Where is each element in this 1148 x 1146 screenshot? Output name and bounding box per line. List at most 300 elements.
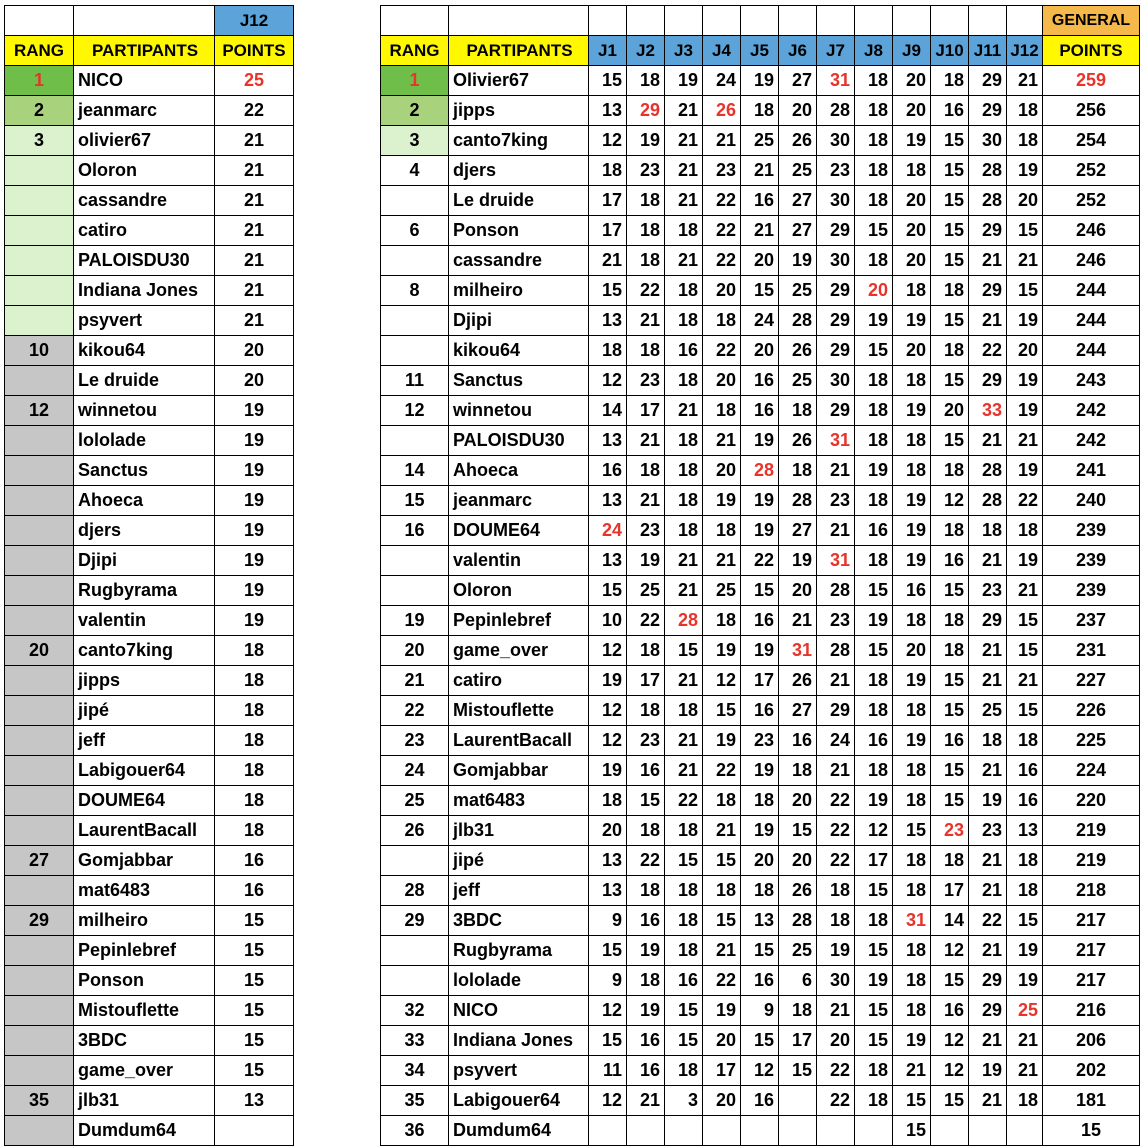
day-score-cell: 22 [703,966,741,996]
participant-name: Labigouer64 [449,1086,589,1116]
table-row [381,786,1140,816]
blank-cell [931,6,969,36]
day-score-cell: 15 [1007,696,1043,726]
points-cell: 19 [215,456,294,486]
day-score-cell: 19 [627,546,665,576]
points-header: POINTS [215,36,294,66]
table-row [5,396,294,426]
day-score-cell: 23 [627,516,665,546]
day-score-cell: 21 [969,666,1007,696]
day-score-cell: 18 [855,666,893,696]
table-row [5,846,294,876]
rank-cell [5,1056,74,1086]
day-score-cell: 18 [627,636,665,666]
day-score-cell: 22 [969,906,1007,936]
participant-name: Ahoeca [74,486,215,516]
rank-cell [5,486,74,516]
day-score-cell: 18 [1007,876,1043,906]
day-score-cell: 24 [589,516,627,546]
day-score-cell: 30 [817,966,855,996]
day-score-cell: 15 [893,816,931,846]
points-cell: 18 [215,726,294,756]
day-score-cell: 20 [741,846,779,876]
day-score-cell: 19 [741,756,779,786]
points-cell: 21 [215,306,294,336]
day-score-cell: 21 [817,996,855,1026]
rang-header: RANG [381,36,449,66]
total-points-cell: 231 [1043,636,1140,666]
table-row [5,666,294,696]
table-row [5,1086,294,1116]
day-score-cell: 18 [665,486,703,516]
day-score-cell: 20 [779,576,817,606]
participant-name: lololade [449,966,589,996]
day-score-cell: 16 [741,966,779,996]
table-row [5,876,294,906]
day-score-cell: 19 [817,936,855,966]
day-score-cell: 18 [855,246,893,276]
rank-cell [5,276,74,306]
day-score-cell: 15 [931,786,969,816]
participant-name: Pepinlebref [449,606,589,636]
day-score-cell: 18 [665,906,703,936]
day-score-cell: 20 [1007,336,1043,366]
day-score-cell: 12 [931,1056,969,1086]
day-score-cell: 18 [665,936,703,966]
day-score-cell: 21 [1007,576,1043,606]
points-cell: 18 [215,636,294,666]
day-score-cell: 27 [779,186,817,216]
day-score-cell: 18 [893,966,931,996]
day-score-cell: 21 [665,546,703,576]
day-score-cell: 28 [817,96,855,126]
day-score-cell: 19 [589,666,627,696]
day-score-cell: 12 [589,996,627,1026]
rank-cell [381,246,449,276]
points-cell: 15 [215,996,294,1026]
total-points-cell: 217 [1043,966,1140,996]
points-cell: 19 [215,576,294,606]
blank-cell [589,6,627,36]
rank-cell: 6 [381,216,449,246]
day-score-cell: 31 [817,546,855,576]
day-score-cell: 18 [931,456,969,486]
day-score-cell: 14 [931,906,969,936]
table-row [381,486,1140,516]
day-score-cell: 29 [969,366,1007,396]
table-row [381,696,1140,726]
day-header: J10 [931,36,969,66]
day-score-cell: 19 [893,486,931,516]
day-score-cell: 21 [703,816,741,846]
participant-name: cassandre [74,186,215,216]
total-points-cell: 219 [1043,816,1140,846]
day-score-cell: 15 [855,996,893,1026]
day-score-cell: 21 [969,936,1007,966]
day-score-cell: 16 [855,516,893,546]
day-score-cell: 17 [627,666,665,696]
day-score-cell: 18 [589,156,627,186]
day-score-cell: 19 [1007,966,1043,996]
day-score-cell: 9 [589,966,627,996]
points-cell: 18 [215,786,294,816]
points-cell: 25 [215,66,294,96]
day-score-cell: 18 [589,786,627,816]
table-row [381,396,1140,426]
rank-cell: 21 [381,666,449,696]
rank-cell [381,936,449,966]
rank-cell [5,876,74,906]
table-row [381,726,1140,756]
day-header: J4 [703,36,741,66]
day-score-cell: 31 [817,66,855,96]
day-score-cell: 9 [589,906,627,936]
day-score-cell: 21 [969,1086,1007,1116]
day-score-cell: 21 [1007,246,1043,276]
day-score-cell: 18 [931,516,969,546]
day-score-cell: 15 [589,576,627,606]
table-row [381,456,1140,486]
day-score-cell: 21 [627,426,665,456]
table-row [5,336,294,366]
blank-cell [741,6,779,36]
day-score-cell: 15 [1007,906,1043,936]
day-score-cell: 21 [1007,1056,1043,1086]
participant-name: Indiana Jones [449,1026,589,1056]
day-score-cell: 31 [893,906,931,936]
day-score-cell: 21 [703,546,741,576]
day-score-cell: 21 [665,96,703,126]
total-points-cell: 243 [1043,366,1140,396]
day-score-cell: 20 [893,186,931,216]
rank-cell: 12 [381,396,449,426]
rank-cell: 27 [5,846,74,876]
total-points-cell: 246 [1043,216,1140,246]
day-score-cell: 20 [741,336,779,366]
table-row [5,816,294,846]
day-score-cell: 14 [589,396,627,426]
day-score-cell: 19 [893,726,931,756]
table-row [5,156,294,186]
day-score-cell: 29 [969,996,1007,1026]
day-score-cell: 12 [589,126,627,156]
day-score-cell: 18 [931,66,969,96]
day-score-cell [741,1116,779,1146]
day-score-cell: 29 [969,966,1007,996]
total-points-cell: 216 [1043,996,1140,1026]
participant-name: psyvert [74,306,215,336]
day-score-cell: 19 [741,486,779,516]
table-row [381,186,1140,216]
day-score-cell: 26 [779,126,817,156]
day-score-cell: 21 [703,936,741,966]
total-points-cell: 240 [1043,486,1140,516]
day-score-cell: 18 [855,1056,893,1086]
day-header: J8 [855,36,893,66]
participant-name: kikou64 [449,336,589,366]
rank-cell [5,726,74,756]
day-score-cell: 15 [665,1026,703,1056]
day-score-cell: 18 [589,336,627,366]
rank-cell [5,666,74,696]
blank-cell [665,6,703,36]
day-score-cell: 16 [589,456,627,486]
day-score-cell: 18 [1007,96,1043,126]
points-cell: 21 [215,246,294,276]
participant-name: DOUME64 [74,786,215,816]
day-score-cell: 18 [931,336,969,366]
day-score-cell: 17 [627,396,665,426]
day-score-cell: 21 [817,516,855,546]
table-row [381,126,1140,156]
day-score-cell: 15 [855,216,893,246]
points-header: POINTS [1043,36,1140,66]
participant-name: djers [74,516,215,546]
total-points-cell: 254 [1043,126,1140,156]
day-score-cell: 3 [665,1086,703,1116]
day-score-cell: 21 [741,156,779,186]
day-score-cell: 18 [1007,516,1043,546]
blank-cell [703,6,741,36]
day-score-cell: 19 [855,966,893,996]
day-score-cell: 18 [969,726,1007,756]
day-score-cell: 33 [969,396,1007,426]
day-score-cell: 12 [589,1086,627,1116]
day-score-cell: 15 [855,936,893,966]
day-score-cell: 15 [741,576,779,606]
day-score-cell: 28 [665,606,703,636]
day-score-cell: 28 [969,486,1007,516]
rank-cell: 20 [381,636,449,666]
rank-cell [5,216,74,246]
table-row [5,306,294,336]
rank-cell: 23 [381,726,449,756]
day-score-cell: 29 [969,216,1007,246]
day-score-cell: 29 [817,216,855,246]
rank-cell [381,966,449,996]
day-score-cell: 21 [665,246,703,276]
table-row [381,876,1140,906]
day-score-cell: 18 [779,456,817,486]
total-points-cell: 206 [1043,1026,1140,1056]
rank-cell: 16 [381,516,449,546]
left-column-header-row [5,36,294,66]
table-row [381,996,1140,1026]
day-score-cell: 27 [779,516,817,546]
participant-name: Rugbyrama [449,936,589,966]
participant-name: olivier67 [74,126,215,156]
participant-name: jeff [74,726,215,756]
participant-name: catiro [449,666,589,696]
day-score-cell: 20 [703,456,741,486]
rank-cell: 25 [381,786,449,816]
total-points-cell: 239 [1043,576,1140,606]
day-score-cell: 12 [589,636,627,666]
total-points-cell: 256 [1043,96,1140,126]
day-score-cell: 16 [665,336,703,366]
day-score-cell: 17 [931,876,969,906]
table-row [381,606,1140,636]
table-row [381,276,1140,306]
day-score-cell: 21 [665,126,703,156]
participant-name: Ponson [449,216,589,246]
participant-name: milheiro [74,906,215,936]
blank-cell [627,6,665,36]
table-row [5,1116,294,1146]
participant-name: Le druide [74,366,215,396]
day-score-cell: 22 [741,546,779,576]
table-row [5,756,294,786]
day-header: J7 [817,36,855,66]
day-score-cell [1007,1116,1043,1146]
day-score-cell: 19 [855,456,893,486]
table-row [381,66,1140,96]
table-row [381,906,1140,936]
day-score-cell: 12 [703,666,741,696]
day-score-cell: 15 [741,936,779,966]
table-row [5,366,294,396]
blank-cell [381,6,449,36]
day-score-cell: 20 [893,636,931,666]
points-cell: 15 [215,966,294,996]
day-score-cell: 15 [665,636,703,666]
rank-cell [381,186,449,216]
day-score-cell: 18 [627,696,665,726]
day-score-cell: 19 [1007,306,1043,336]
rang-header: RANG [5,36,74,66]
table-row [5,906,294,936]
points-cell: 19 [215,396,294,426]
total-points-cell: 244 [1043,336,1140,366]
day-score-cell: 23 [627,366,665,396]
day-score-cell: 19 [741,636,779,666]
day-score-cell: 21 [817,666,855,696]
participant-name: Dumdum64 [74,1116,215,1146]
day-score-cell: 18 [665,216,703,246]
points-cell: 20 [215,336,294,366]
day-score-cell: 20 [893,216,931,246]
day-score-cell: 19 [703,636,741,666]
rank-cell: 2 [5,96,74,126]
points-cell: 15 [215,906,294,936]
day-score-cell: 26 [779,336,817,366]
rank-cell: 15 [381,486,449,516]
total-points-cell: 217 [1043,936,1140,966]
blank-cell [855,6,893,36]
day-score-cell: 21 [665,186,703,216]
day-score-cell: 15 [703,696,741,726]
participant-name: NICO [449,996,589,1026]
participant-name: NICO [74,66,215,96]
points-cell: 15 [215,936,294,966]
day-score-cell: 21 [589,246,627,276]
participant-name: Oloron [449,576,589,606]
day-score-cell: 13 [589,426,627,456]
day-score-cell: 18 [1007,1086,1043,1116]
day-score-cell: 15 [931,696,969,726]
day-score-cell: 18 [665,276,703,306]
day-score-cell: 18 [627,66,665,96]
day-score-cell: 18 [893,426,931,456]
participant-name: cassandre [449,246,589,276]
blank-cell [74,6,215,36]
day-score-cell: 21 [665,576,703,606]
day-score-cell: 15 [1007,276,1043,306]
participant-name: Indiana Jones [74,276,215,306]
day-score-cell: 28 [817,576,855,606]
table-row [381,336,1140,366]
table-row [381,216,1140,246]
table-row [5,516,294,546]
day-score-cell: 19 [855,306,893,336]
day-score-cell: 15 [931,156,969,186]
day-score-cell: 18 [855,906,893,936]
day-score-cell: 22 [703,216,741,246]
participant-name: winnetou [74,396,215,426]
day-score-cell: 18 [855,366,893,396]
total-points-cell: 252 [1043,156,1140,186]
points-cell: 18 [215,696,294,726]
day-score-cell: 19 [741,66,779,96]
table-row [381,516,1140,546]
day-score-cell: 15 [589,1026,627,1056]
day-score-cell: 22 [703,756,741,786]
day-score-cell: 29 [969,96,1007,126]
day-score-cell: 18 [855,96,893,126]
day-score-cell: 22 [627,276,665,306]
participant-name: Le druide [449,186,589,216]
rank-cell [381,846,449,876]
day-score-cell: 27 [779,66,817,96]
day-score-cell: 19 [627,936,665,966]
table-row [5,486,294,516]
participant-name: Mistouflette [74,996,215,1026]
rank-cell [5,606,74,636]
rank-cell [5,756,74,786]
day-score-cell: 15 [665,996,703,1026]
day-header: J5 [741,36,779,66]
day-score-cell: 13 [589,546,627,576]
blank-cell [969,6,1007,36]
day-score-cell: 17 [589,186,627,216]
day-score-cell: 19 [893,516,931,546]
total-points-cell: 217 [1043,906,1140,936]
rank-cell [5,186,74,216]
day-score-cell: 18 [1007,126,1043,156]
day-score-cell: 18 [931,606,969,636]
points-cell: 22 [215,96,294,126]
participant-name: canto7king [74,636,215,666]
day-score-cell: 15 [931,756,969,786]
day-score-cell: 18 [893,786,931,816]
day-score-cell: 18 [665,306,703,336]
day-score-cell: 18 [741,96,779,126]
day-score-cell: 21 [817,456,855,486]
day-score-cell: 18 [627,816,665,846]
day-score-cell: 24 [817,726,855,756]
day-score-cell: 22 [1007,486,1043,516]
day-score-cell: 20 [703,366,741,396]
rank-cell [5,306,74,336]
day-score-cell: 15 [931,126,969,156]
rank-cell [5,576,74,606]
day-score-cell: 22 [817,1056,855,1086]
table-row [5,1026,294,1056]
participants-header: PARTIPANTS [449,36,589,66]
points-cell: 18 [215,816,294,846]
day-score-cell: 15 [741,1026,779,1056]
day-score-cell: 21 [665,756,703,786]
